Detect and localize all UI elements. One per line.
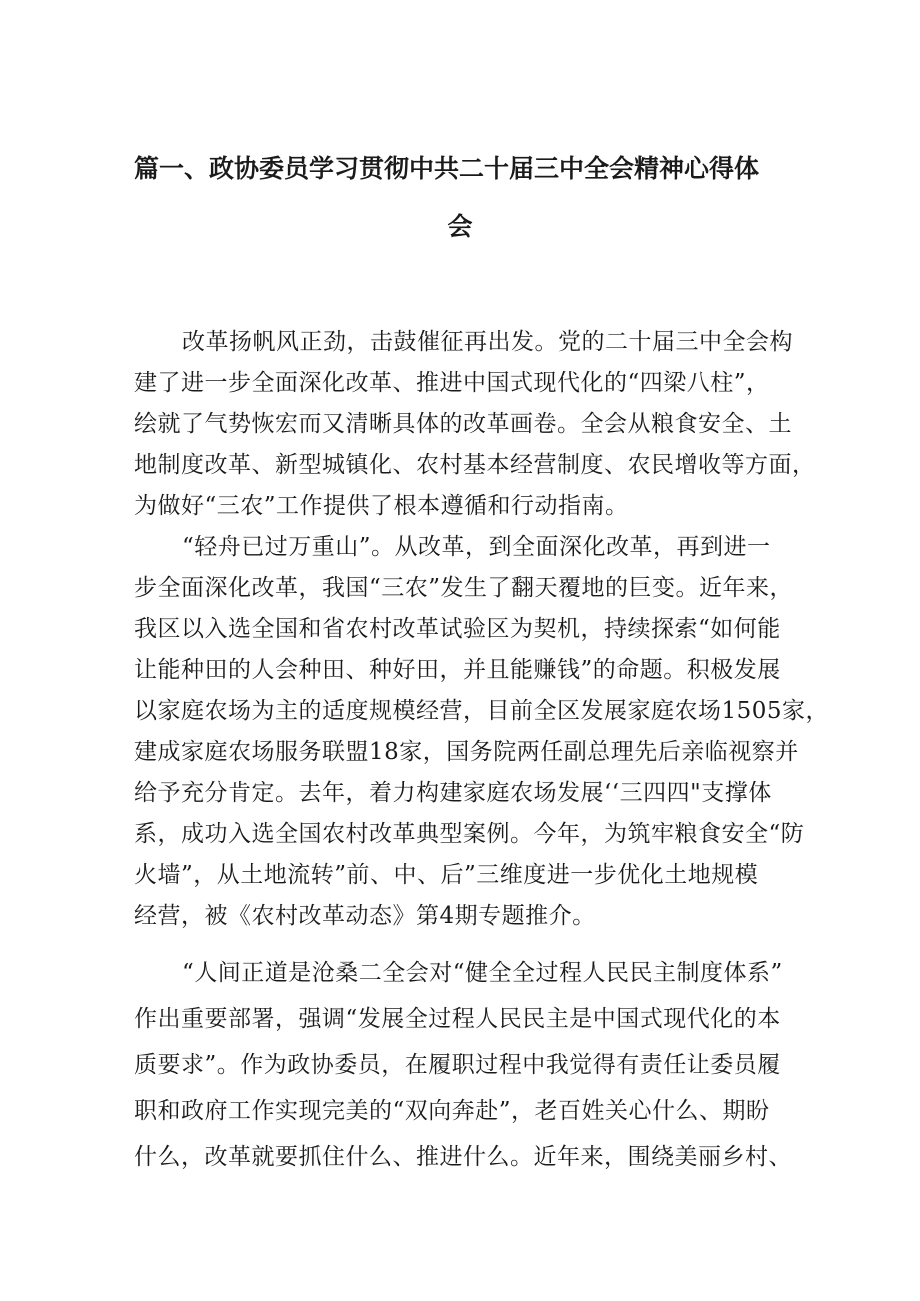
- paragraph-2-line-2: 步全面深化改革，我国“三农”发生了翻天覆地的巨变。近年来，: [134, 575, 794, 601]
- document-title-line-2: 会: [447, 212, 473, 241]
- paragraph-1-line-5: 为做好“三农”工作提供了根本遵循和行动指南。: [134, 493, 629, 519]
- paragraph-2-line-7: 给予充分肯定。去年，着力构建家庭农场发展‘‘三四四"支撑体: [134, 780, 772, 806]
- paragraph-1-line-2: 建了进一步全面深化改革、推进中国式现代化的“四梁八柱”，: [134, 370, 770, 396]
- paragraph-1-line-4: 地制度改革、新型城镇化、农村基本经营制度、农民增收等方面，: [134, 452, 816, 478]
- paragraph-2-line-3: 我区以入选全国和省农村改革试验区为契机，持续探索“如何能: [134, 616, 781, 642]
- paragraph-3-line-3: 质要求”。作为政协委员，在履职过程中我觉得有责任让委员履: [134, 1052, 781, 1078]
- paragraph-1-line-1: 改革扬帆风正劲，击鼓催征再出发。党的二十届三中全会构: [182, 329, 793, 355]
- paragraph-2-line-1: “轻舟已过万重山”。从改革，到全面深化改革，再到进一: [182, 534, 771, 560]
- document-title-line-1: 篇一、政协委员学习贯彻中共二十届三中全会精神心得体: [134, 154, 760, 183]
- paragraph-2-line-9: 火墙”，从土地流转”前、中、后”三维度进一步优化土地规模: [134, 862, 759, 888]
- paragraph-3-line-1: “人间正道是沧桑二全会对“健全全过程人民民主制度体系”: [182, 960, 783, 986]
- paragraph-2-line-6: 建成家庭农场服务联盟18家，国务院两任副总理先后亲临视察并: [134, 739, 799, 765]
- paragraph-2-line-8: 系，成功入选全国农村改革典型案例。今年，为筑牢粮食安全“防: [134, 821, 805, 847]
- paragraph-2-line-5: 以家庭农场为主的适度规模经营，目前全区发展家庭农场1505家，: [134, 698, 830, 724]
- paragraph-3-line-4: 职和政府工作实现完美的“双向奔赴”，老百姓关心什么、期盼: [134, 1098, 770, 1124]
- paragraph-3-line-5: 什么，改革就要抓住什么、推进什么。近年来，围绕美丽乡村、: [134, 1144, 792, 1170]
- paragraph-2-line-4: 让能种田的人会种田、种好田，并且能赚钱”的命题。积极发展: [134, 657, 781, 683]
- paragraph-3-line-2: 作出重要部署，强调“发展全过程人民民主是中国式现代化的本: [134, 1006, 781, 1032]
- paragraph-1-line-3: 绘就了气势恢宏而又清晰具体的改革画卷。全会从粮食安全、土: [134, 411, 792, 437]
- paragraph-2-line-10: 经营，被《农村改革动态》第4期专题推介。: [134, 903, 596, 929]
